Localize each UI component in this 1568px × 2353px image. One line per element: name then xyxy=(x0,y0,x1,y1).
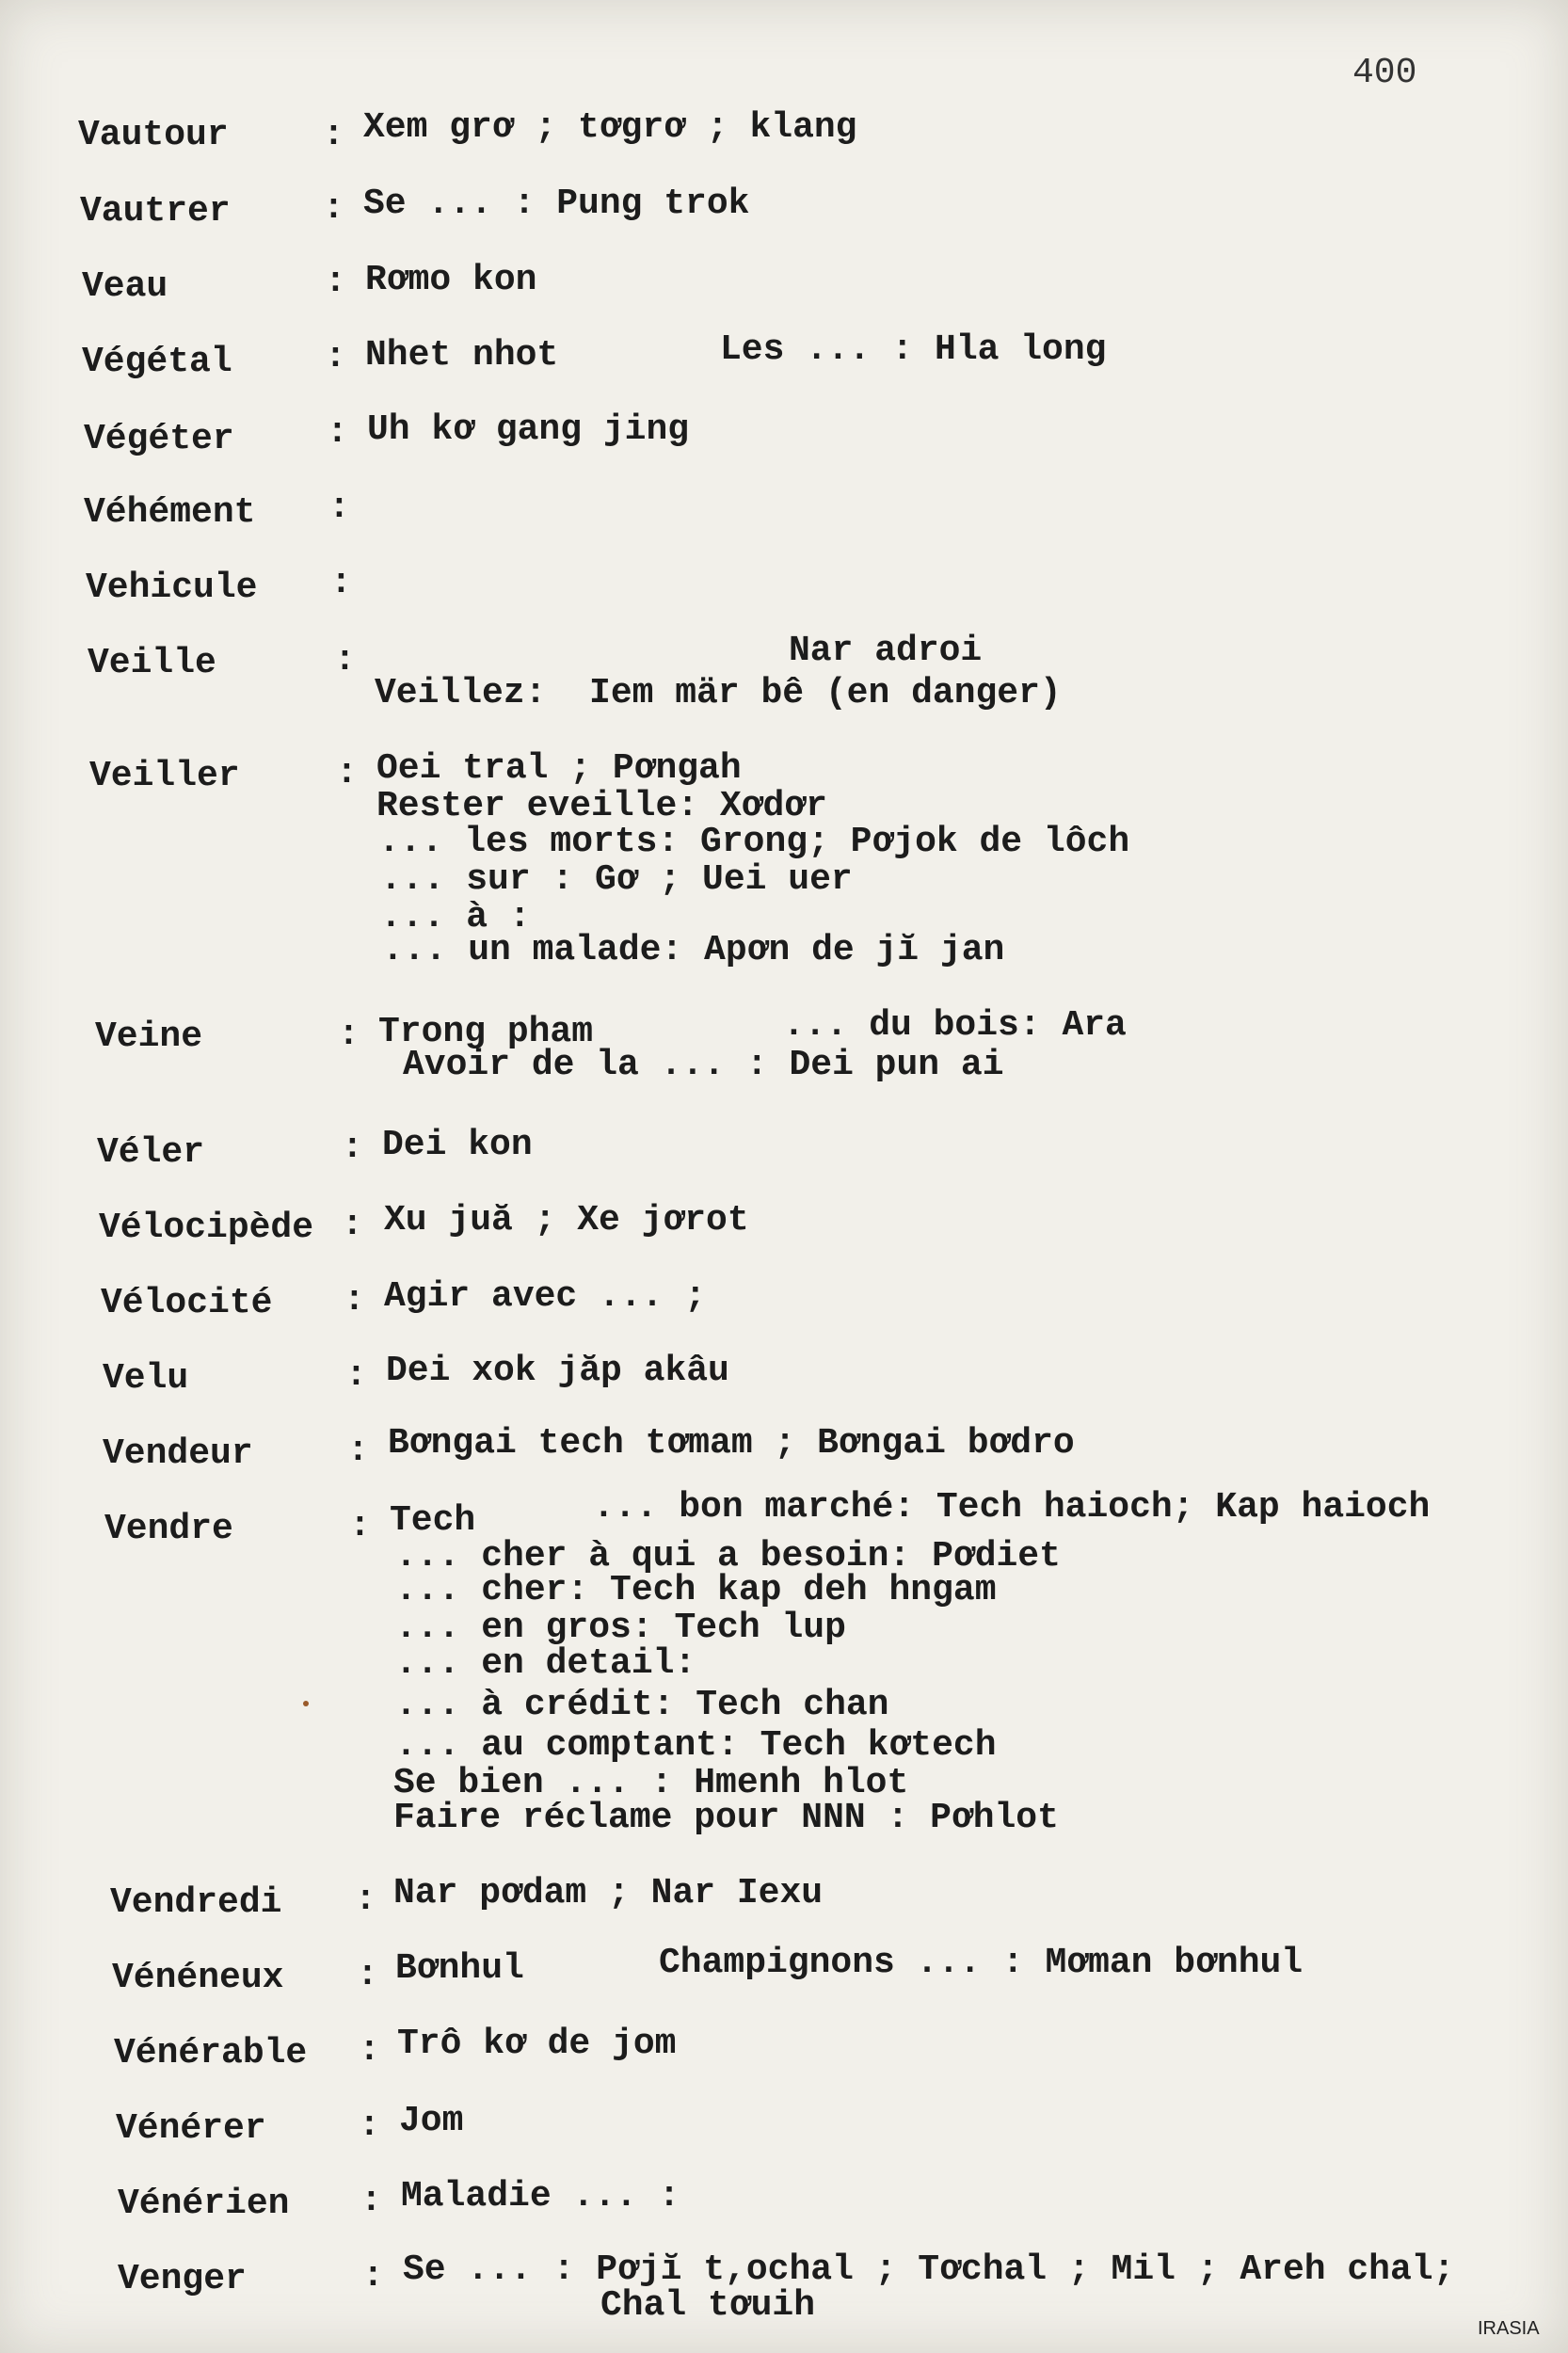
sub-line: Chal tơuih xyxy=(600,2285,816,2326)
sub-line: ... à crédit: Tech chan xyxy=(395,1685,889,1725)
colon: : xyxy=(342,1128,363,1168)
colon: : xyxy=(362,2256,384,2297)
sub-line: Faire réclame pour NNN : Pơhlot xyxy=(393,1798,1059,1838)
headword: Veille xyxy=(88,643,216,683)
colon: : xyxy=(323,188,344,229)
colon: : xyxy=(338,1015,360,1055)
definition: Xu juă ; Xe jơrot xyxy=(384,1200,749,1241)
headword: Velu xyxy=(103,1358,189,1399)
sub-definition: Les ... : Hla long xyxy=(720,329,1107,370)
headword: Vélocipède xyxy=(99,1208,314,1248)
definition: Dei kon xyxy=(382,1125,533,1165)
headword: Vendredi xyxy=(110,1882,282,1923)
sub-line: ... en gros: Tech lup xyxy=(395,1608,846,1648)
page-number: 400 xyxy=(1352,53,1417,93)
definition: Nar pơdam ; Nar Iexu xyxy=(393,1873,824,1913)
colon: : xyxy=(323,115,344,155)
sub-line: ... cher à qui a besoin: Pơdiet xyxy=(395,1536,1061,1577)
definition: Se ... : Pơjĭ t,ochal ; Tơchal ; Mil ; Areh chal; xyxy=(403,2249,1455,2290)
colon: : xyxy=(342,1205,363,1245)
sub-definition: ... bon marché: Tech haioch; Kap haioch xyxy=(593,1487,1431,1528)
headword: Véhément xyxy=(84,492,256,533)
headword: Vélocité xyxy=(101,1283,273,1323)
headword: Vautour xyxy=(78,115,229,155)
colon: : xyxy=(327,412,348,453)
colon: : xyxy=(344,1280,365,1321)
definition: Dei xok jăp akâu xyxy=(386,1351,729,1391)
definition: Bơnhul xyxy=(395,1948,524,1989)
colon: : xyxy=(330,563,352,603)
headword: Végéter xyxy=(84,419,234,459)
headword: Vénérer xyxy=(116,2108,266,2149)
headword: Vénérable xyxy=(114,2033,308,2073)
definition: Jom xyxy=(399,2101,464,2141)
sub-line: ... un malade: Apơn de jĭ jan xyxy=(382,930,1005,970)
sub-definition: Champignons ... : Mơman bơnhul xyxy=(659,1943,1304,1983)
definition: Se ... : Pung trok xyxy=(363,184,750,224)
headword: Veau xyxy=(82,266,168,307)
headword: Vendeur xyxy=(103,1433,253,1474)
definition: Uh kơ gang jing xyxy=(367,409,690,450)
colon: : xyxy=(359,2105,380,2146)
definition: Bơngai tech tơmam ; Bơngai bơdro xyxy=(388,1423,1075,1464)
definition: Trô kơ de jom xyxy=(397,2024,677,2064)
definition: Tech xyxy=(390,1500,476,1541)
definition: Trong pham xyxy=(378,1012,594,1052)
headword: Vénérien xyxy=(118,2184,290,2224)
headword: Véler xyxy=(97,1132,205,1173)
colon: : xyxy=(325,337,346,377)
headword: Veiller xyxy=(89,756,240,796)
colon: : xyxy=(349,1506,371,1546)
colon: : xyxy=(328,488,350,528)
colon: : xyxy=(336,753,358,793)
definition: Rơmo kon xyxy=(365,260,537,300)
sub-line: Se bien ... : Hmenh hlot xyxy=(393,1763,909,1803)
headword: Vendre xyxy=(104,1509,233,1549)
sub-line: ... les morts: Grong; Pơjok de lôch xyxy=(378,822,1130,862)
sub-line: Avoir de la ... : Dei pun ai xyxy=(403,1045,1004,1085)
definition: Xem grơ ; tơgrơ ; klang xyxy=(363,107,857,148)
colon: : xyxy=(359,2030,380,2071)
sub-line: ... au comptant: Tech kơtech xyxy=(395,1725,997,1766)
colon: : xyxy=(357,1955,378,1995)
colon: : xyxy=(345,1355,367,1396)
definition: Nhet nhot xyxy=(365,335,559,376)
headword: Vautrer xyxy=(80,191,231,232)
sub-definition: ... du bois: Ara xyxy=(783,1005,1127,1046)
colon: : xyxy=(360,2181,382,2221)
watermark: IRASIA xyxy=(1478,2318,1540,2339)
sub-line: ... cher: Tech kap deh hngam xyxy=(395,1570,997,1610)
headword: Venger xyxy=(118,2259,247,2299)
definition: Oei tral ; Pơngah xyxy=(376,748,742,789)
sub-line: ... à : xyxy=(380,897,531,937)
sub-line: Veillez: Iem mär bê (en danger) xyxy=(375,673,1062,713)
headword: Végétal xyxy=(82,342,232,382)
headword: Veine xyxy=(95,1016,203,1057)
headword: Vénéneux xyxy=(112,1958,284,1998)
colon: : xyxy=(334,640,356,680)
sub-line: Rester eveille: Xơdơr xyxy=(376,786,827,826)
colon: : xyxy=(325,262,346,302)
sub-line: Nar adroi xyxy=(789,631,983,671)
colon: : xyxy=(355,1880,376,1920)
headword: Vehicule xyxy=(86,568,258,608)
definition: Agir avec ... ; xyxy=(384,1276,707,1317)
sub-line: ... sur : Gơ ; Uei uer xyxy=(380,859,853,900)
colon: : xyxy=(347,1431,369,1471)
definition: Maladie ... : xyxy=(401,2176,680,2217)
ink-spot xyxy=(303,1701,309,1706)
sub-line: ... en detail: xyxy=(395,1643,696,1684)
